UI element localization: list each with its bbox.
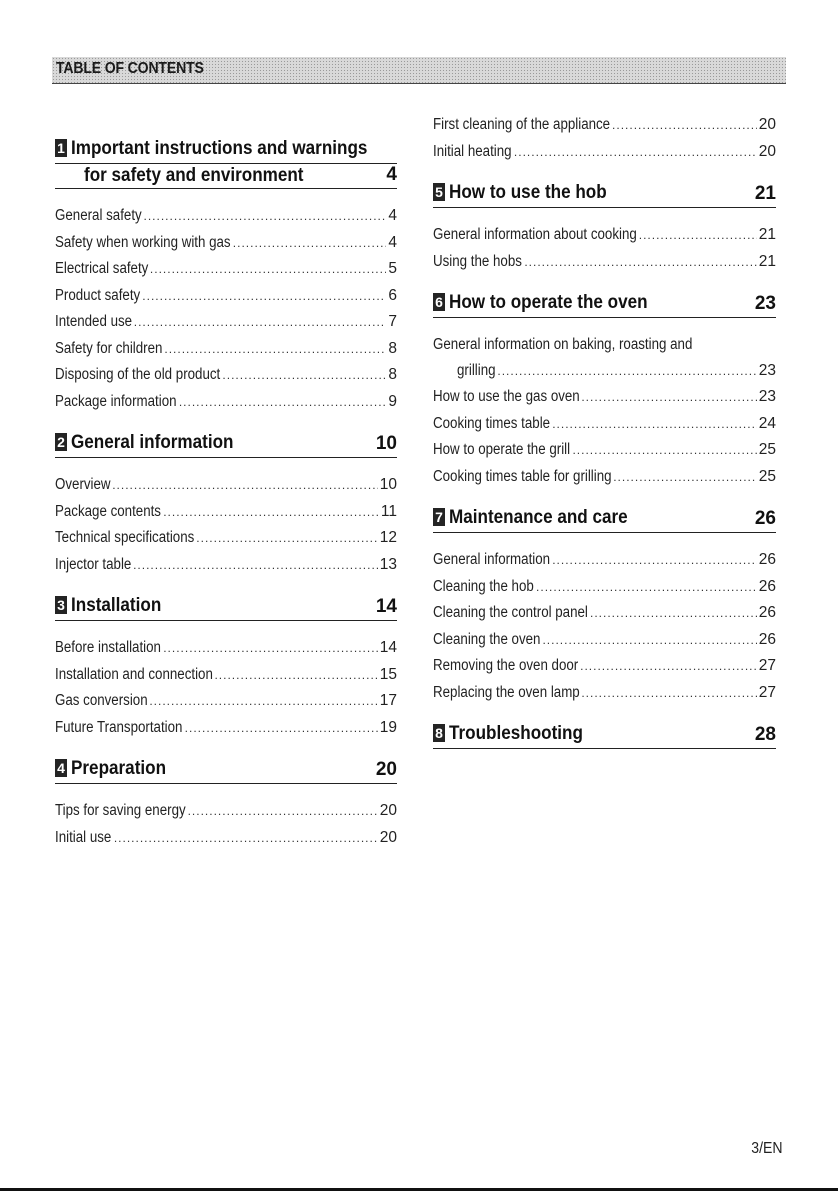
toc-entry[interactable] — [433, 547, 776, 574]
dot-leader — [142, 283, 386, 310]
dot-leader — [613, 464, 757, 491]
section-page: 21 — [754, 183, 776, 204]
toc-entry[interactable] — [55, 552, 397, 579]
section-heading-5[interactable] — [433, 182, 776, 208]
toc-entry[interactable] — [433, 249, 776, 276]
section-page: 10 — [375, 433, 397, 454]
dot-leader — [580, 653, 757, 680]
toc-entry[interactable] — [55, 203, 397, 230]
toc-entry[interactable] — [433, 680, 776, 707]
toc-entry[interactable] — [433, 600, 776, 627]
section-page: 28 — [754, 724, 776, 745]
toc-entry-label: General information — [433, 551, 551, 568]
section-number-badge: 2 — [55, 433, 67, 451]
toc-entry-label: Cooking times table — [433, 414, 551, 432]
toc-entry[interactable] — [55, 798, 397, 825]
toc-entry-label: First cleaning of the appliance — [433, 116, 611, 133]
dot-leader — [612, 112, 757, 139]
section-gap — [55, 415, 397, 432]
toc-entry-label: Cleaning the control panel — [433, 604, 588, 621]
toc-entry-label: Before installation — [55, 639, 161, 656]
toc-entry-page: 26 — [758, 551, 776, 568]
toc-entry-page: 8 — [388, 339, 397, 357]
toc-entry-label: Injector table — [55, 555, 132, 573]
dot-leader — [133, 552, 378, 579]
toc-entry[interactable] — [55, 662, 397, 689]
toc-entry[interactable] — [433, 332, 776, 384]
toc-entry-label: General information on baking, roasting and — [433, 336, 693, 353]
dot-leader — [524, 249, 756, 276]
section-heading-6[interactable] — [433, 292, 776, 318]
toc-entry-label: Removing the oven door — [433, 657, 579, 674]
section-number-badge: 8 — [433, 724, 445, 742]
dot-leader — [572, 437, 756, 464]
toc-entry-page: 20 — [379, 828, 397, 846]
toc-entry-label: Using the hobs — [433, 252, 522, 270]
toc-entry-label: Cleaning the oven — [433, 630, 541, 648]
toc-entry-page: 27 — [758, 683, 776, 701]
dot-leader — [590, 600, 757, 627]
toc-entry-page: 24 — [758, 414, 776, 432]
toc-entry-label: Safety for children — [55, 339, 163, 357]
toc-entry-page: 11 — [380, 502, 397, 520]
toc-entry-page: 6 — [388, 286, 397, 304]
toc-entry[interactable] — [433, 574, 776, 601]
section-heading-line — [55, 138, 397, 164]
section-heading-2[interactable] — [55, 432, 397, 458]
toc-entry[interactable] — [433, 411, 776, 438]
section-title: Important instructions and warnings — [71, 138, 368, 159]
toc-entry-page: 8 — [388, 366, 397, 383]
toc-entry[interactable] — [433, 627, 776, 654]
toc-entry[interactable] — [55, 336, 397, 363]
section-heading-1[interactable] — [55, 138, 397, 189]
dot-leader — [163, 499, 379, 526]
toc-entry[interactable] — [55, 825, 397, 852]
toc-entry-page: 20 — [758, 142, 776, 160]
section-number-badge: 6 — [433, 293, 445, 311]
toc-entry-page: 23 — [758, 362, 776, 379]
dot-leader — [542, 627, 756, 654]
toc-entry-page: 25 — [758, 441, 776, 458]
toc-entry-label: Initial heating — [433, 142, 512, 160]
toc-entry-page: 4 — [388, 207, 397, 224]
toc-entry[interactable] — [55, 389, 397, 416]
toc-entry-page: 13 — [379, 555, 397, 573]
toc-header-bar — [52, 57, 786, 84]
dot-leader — [536, 574, 757, 601]
section-title: How to operate the oven — [449, 292, 648, 313]
toc-entry-page: 9 — [388, 392, 397, 410]
dot-leader — [150, 256, 386, 283]
dot-leader — [581, 680, 756, 707]
toc-entry[interactable] — [433, 112, 776, 139]
toc-entry[interactable] — [55, 283, 397, 310]
toc-title: TABLE OF CONTENTS — [56, 60, 204, 77]
toc-entry-page: 20 — [758, 116, 776, 133]
toc-entry-page: 23 — [758, 388, 776, 405]
toc-entry-label: Product safety — [55, 286, 141, 304]
right-column — [433, 112, 776, 763]
toc-entry-page: 19 — [379, 718, 397, 736]
dot-leader — [581, 384, 756, 411]
toc-entry-page: 21 — [758, 252, 776, 270]
toc-entry-label: Cooking times table for grilling — [433, 467, 612, 485]
section-gap — [55, 578, 397, 595]
section-page: 23 — [754, 293, 776, 314]
section-page: 26 — [754, 508, 776, 529]
toc-entry-page: 7 — [388, 313, 397, 330]
section-gap — [433, 490, 776, 507]
section-number-badge: 5 — [433, 183, 445, 201]
section-title: Installation — [71, 595, 162, 616]
section-gap — [433, 706, 776, 723]
toc-entry-label: General safety — [55, 207, 142, 224]
toc-entry-page: 26 — [758, 604, 776, 621]
dot-leader — [639, 222, 757, 249]
toc-entry[interactable] — [55, 230, 397, 257]
toc-entry-label: Electrical safety — [55, 260, 149, 277]
page-number: 3/EN — [751, 1140, 783, 1157]
toc-entry-label: Package information — [55, 392, 177, 410]
dot-leader — [134, 309, 387, 336]
toc-entry-page: 20 — [379, 802, 397, 819]
toc-entry[interactable] — [433, 139, 776, 166]
toc-entry-label: How to use the gas oven — [433, 388, 580, 405]
toc-entry[interactable] — [433, 653, 776, 680]
section-number-badge: 7 — [433, 508, 445, 526]
section-title: General information — [71, 432, 234, 453]
toc-entry-page: 27 — [758, 657, 776, 674]
dot-leader — [144, 203, 387, 230]
toc-entry-page: 14 — [379, 639, 397, 656]
left-column — [55, 138, 397, 851]
toc-entry-page: 21 — [758, 226, 776, 243]
dot-leader — [214, 662, 377, 689]
toc-entry-label: Installation and connection — [55, 665, 213, 683]
toc-entry[interactable] — [55, 472, 397, 499]
toc-entry-page: 5 — [388, 260, 397, 277]
dot-leader — [497, 358, 756, 384]
toc-entry[interactable] — [55, 525, 397, 552]
section-number-badge: 4 — [55, 759, 67, 777]
dot-leader — [552, 411, 757, 438]
dot-leader — [514, 139, 757, 166]
toc-entry-label: Disposing of the old product — [55, 366, 221, 383]
toc-entry[interactable] — [55, 688, 397, 715]
section-title-cont: for safety and environment — [84, 165, 304, 186]
section-title: Maintenance and care — [449, 507, 628, 528]
section-gap — [433, 275, 776, 292]
dot-leader — [112, 472, 378, 499]
toc-entry[interactable] — [55, 499, 397, 526]
toc-entry-page: 12 — [379, 529, 397, 546]
toc-entry-label: Technical specifications — [55, 529, 195, 546]
dot-leader — [149, 688, 377, 715]
toc-entry-page: 4 — [388, 233, 397, 251]
toc-entry-page: 10 — [379, 476, 397, 493]
section-title: Preparation — [71, 758, 167, 779]
section-heading-3[interactable] — [55, 595, 397, 621]
toc-entry[interactable] — [55, 635, 397, 662]
toc-entry[interactable] — [433, 464, 776, 491]
toc-entry-page: 25 — [758, 467, 776, 485]
toc-entry[interactable] — [433, 384, 776, 411]
dot-leader — [114, 825, 378, 852]
section-heading-7[interactable] — [433, 507, 776, 533]
section-title: Troubleshooting — [449, 723, 583, 744]
toc-entry-line — [433, 332, 776, 358]
dot-leader — [164, 336, 386, 363]
toc-entry-page: 15 — [379, 665, 397, 683]
dot-leader — [179, 389, 387, 416]
section-page: 4 — [386, 164, 397, 185]
dot-leader — [222, 362, 386, 389]
toc-entry-label: Initial use — [55, 828, 112, 846]
toc-entry-label: Overview — [55, 476, 111, 493]
toc-entry-label-cont: grilling — [457, 362, 496, 379]
section-heading-4[interactable] — [55, 758, 397, 784]
dot-leader — [163, 635, 378, 662]
dot-leader — [185, 715, 378, 742]
toc-entry-page: 26 — [758, 630, 776, 648]
section-gap — [55, 741, 397, 758]
toc-entry-label: Safety when working with gas — [55, 233, 231, 251]
dot-leader — [188, 798, 378, 825]
toc-entry-page: 26 — [758, 577, 776, 595]
dot-leader — [233, 230, 387, 257]
toc-entry-label: Intended use — [55, 313, 133, 330]
dot-leader — [196, 525, 377, 552]
toc-entry[interactable] — [433, 437, 776, 464]
section-heading-8[interactable] — [433, 723, 776, 749]
toc-entry-page: 17 — [379, 692, 397, 709]
toc-entry[interactable] — [55, 715, 397, 742]
toc-entry-label: General information about cooking — [433, 226, 637, 243]
section-title: How to use the hob — [449, 182, 607, 203]
toc-entry-label: Tips for saving energy — [55, 802, 186, 819]
section-gap — [433, 165, 776, 182]
toc-entry-label: Gas conversion — [55, 692, 148, 709]
dot-leader — [552, 547, 757, 574]
toc-entry-label: How to operate the grill — [433, 441, 571, 458]
section-page: 20 — [375, 759, 397, 780]
section-number-badge: 3 — [55, 596, 67, 614]
toc-entry[interactable] — [433, 222, 776, 249]
toc-entry-line — [433, 358, 776, 384]
toc-entry-label: Cleaning the hob — [433, 577, 534, 595]
toc-entry-label: Package contents — [55, 502, 161, 520]
section-number-badge: 1 — [55, 139, 67, 157]
toc-entry[interactable] — [55, 362, 397, 389]
toc-entry-label: Future Transportation — [55, 718, 183, 736]
section-page: 14 — [375, 596, 397, 617]
toc-entry[interactable] — [55, 309, 397, 336]
toc-entry-label: Replacing the oven lamp — [433, 683, 580, 701]
toc-entry[interactable] — [55, 256, 397, 283]
